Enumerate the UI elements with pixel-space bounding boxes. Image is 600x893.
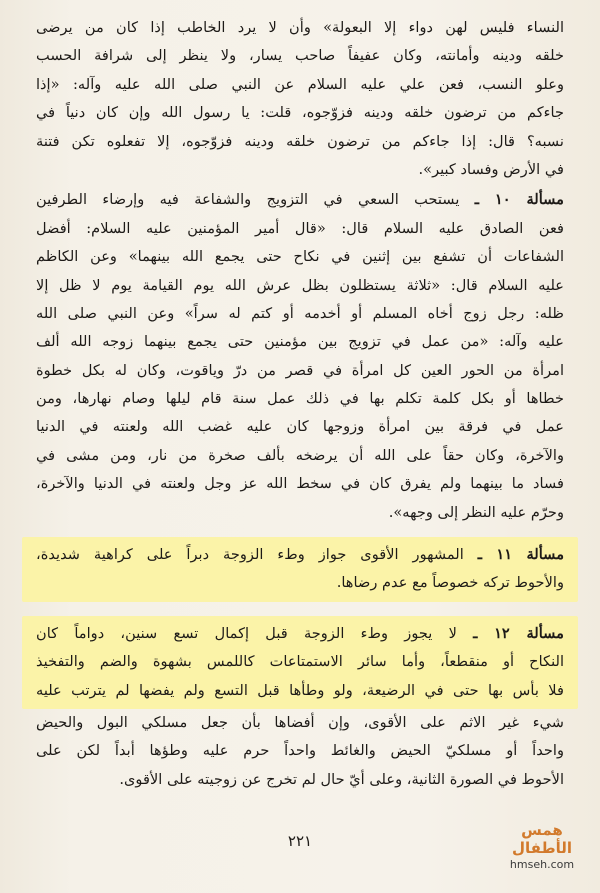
- issue-heading: مسألة ١٠ ـ: [474, 191, 564, 209]
- issue-line-text: يستحب السعي في التزويج والشفاعة فيه وإرضاء الطرفين: [36, 191, 460, 209]
- site-watermark: [494, 821, 590, 871]
- text-line: وعلو النسب، فعن علي عليه السلام عن النبي صلى الله عليه وآله: «إذا: [36, 75, 564, 93]
- text-line: [36, 620, 564, 648]
- text-line: وحرّم عليه النظر إلى وجهه».: [388, 503, 564, 521]
- text-line: خلقه ودينه وأمانته، وكان عفيفاً صاحب يسار، ولا ينظر إلى شرافة الحسب: [36, 47, 564, 65]
- text-line: الأحوط في الصورة الثانية، وعلى أيّ حال لم تخرج عن زوجيته على الأقوى.: [119, 770, 564, 788]
- text-line: جاءكم من ترضون خلقه ودينه فزوّجوه، قلت: يا رسول الله وإن كان دنياً في: [36, 104, 564, 122]
- issue-12-paragraph-highlighted: [22, 616, 578, 709]
- text-line: والآخرة، وكان حقاً على الله أن يرضخه بألف صخرة من نار، ومن مشى في: [36, 446, 564, 464]
- text-line: عمل في فرقة بين امرأة وزوجها كان عليه غضب الله ولعنته في الدنيا: [36, 418, 564, 436]
- text-line: [36, 541, 564, 569]
- issue-12-continuation: [36, 709, 564, 794]
- text-line: فلا بأس بها حتى في الرضيعة، ولو وطأها قبل التسع ولم يفضها لم يترتب عليه: [36, 681, 564, 699]
- text-line: الشفاعات أن تشفع بين إثنين في نكاح حتى يجمع الله بينهما» وعن الكاظم: [36, 248, 564, 266]
- text-line: واحداً أو مسلكيّ الحيض والغائط واحداً حرم عليه وطؤها أبداً لكن على: [36, 742, 564, 760]
- text-line: خطاها أو بكل كلمة تكلم بها في ذلك عمل سنة قام ليلها وصام نهارها، ومن: [36, 390, 564, 408]
- issue-heading: مسألة ١٢ ـ: [473, 624, 564, 642]
- text-line: شيء غير الاثم على الأقوى، وإن أفضاها بأن جعل مسلكي البول والحيض: [36, 713, 564, 731]
- issue-10-paragraph: [36, 186, 564, 527]
- text-line: في الأرض وفساد كبير».: [418, 160, 564, 178]
- text-line: النكاح أو منقطعاً، وأما سائر الاستمتاعات كاللمس بشهوة والضم والتفخيذ: [36, 653, 564, 671]
- text-line: عليه وآله: «من عمل في تزويج بين مؤمنين حتى يجمع بينهما زوجه الله ألف: [36, 333, 564, 351]
- text-line: فعن الصادق عليه السلام قال: «قال أمير المؤمنين عليه السلام: أفضل: [36, 219, 564, 237]
- watermark-logo-text: همس الأطفال: [512, 821, 572, 857]
- text-line: عليه السلام قال: «ثلاثة يستظلون بظل عرش الله يوم القيامة يوم لا ظل إلا: [36, 276, 564, 294]
- text-line: والأحوط تركه خصوصاً مع عدم رضاها.: [336, 574, 564, 592]
- watermark-url: hmseh.com: [509, 858, 575, 871]
- text-line: النساء فليس لهن دواء إلا البعولة» وأن لا يرد الخاطب إذا كان من يرضى: [36, 19, 564, 36]
- issue-line-text: المشهور الأقوى جواز وطء الزوجة دبراً على كراهية شديدة،: [36, 546, 464, 564]
- text-line: امرأة من الحور العين كل امرأة في قصر من درّ وياقوت، وكان له بكل خطوة: [36, 361, 564, 379]
- issue-heading: مسألة ١١ ـ: [477, 546, 564, 564]
- text-line: نسبه؟ قال: إذا جاءكم من ترضون خلقه ودينه فزوّجوه، إلا تفعلوه تكن فتنة: [36, 132, 564, 150]
- page-number: ٢٢١: [287, 832, 313, 850]
- text-line: ظله: رجل زوج أخاه المسلم أو أخدمه أو كتم له سراً» وعن النبي صلى الله: [36, 304, 564, 322]
- issue-line-text: لا يجوز وطء الزوجة قبل إكمال تسع سنين، دواماً كان: [36, 624, 457, 642]
- issue-11-paragraph-highlighted: [22, 537, 578, 602]
- text-line: [36, 186, 564, 214]
- paragraph-1: [36, 14, 564, 184]
- page-text-body: [36, 14, 564, 794]
- text-line: فساد ما بينهما ولم يفرق كان في سخط الله عز وجل ولعنته في الدنيا والآخرة،: [36, 475, 564, 493]
